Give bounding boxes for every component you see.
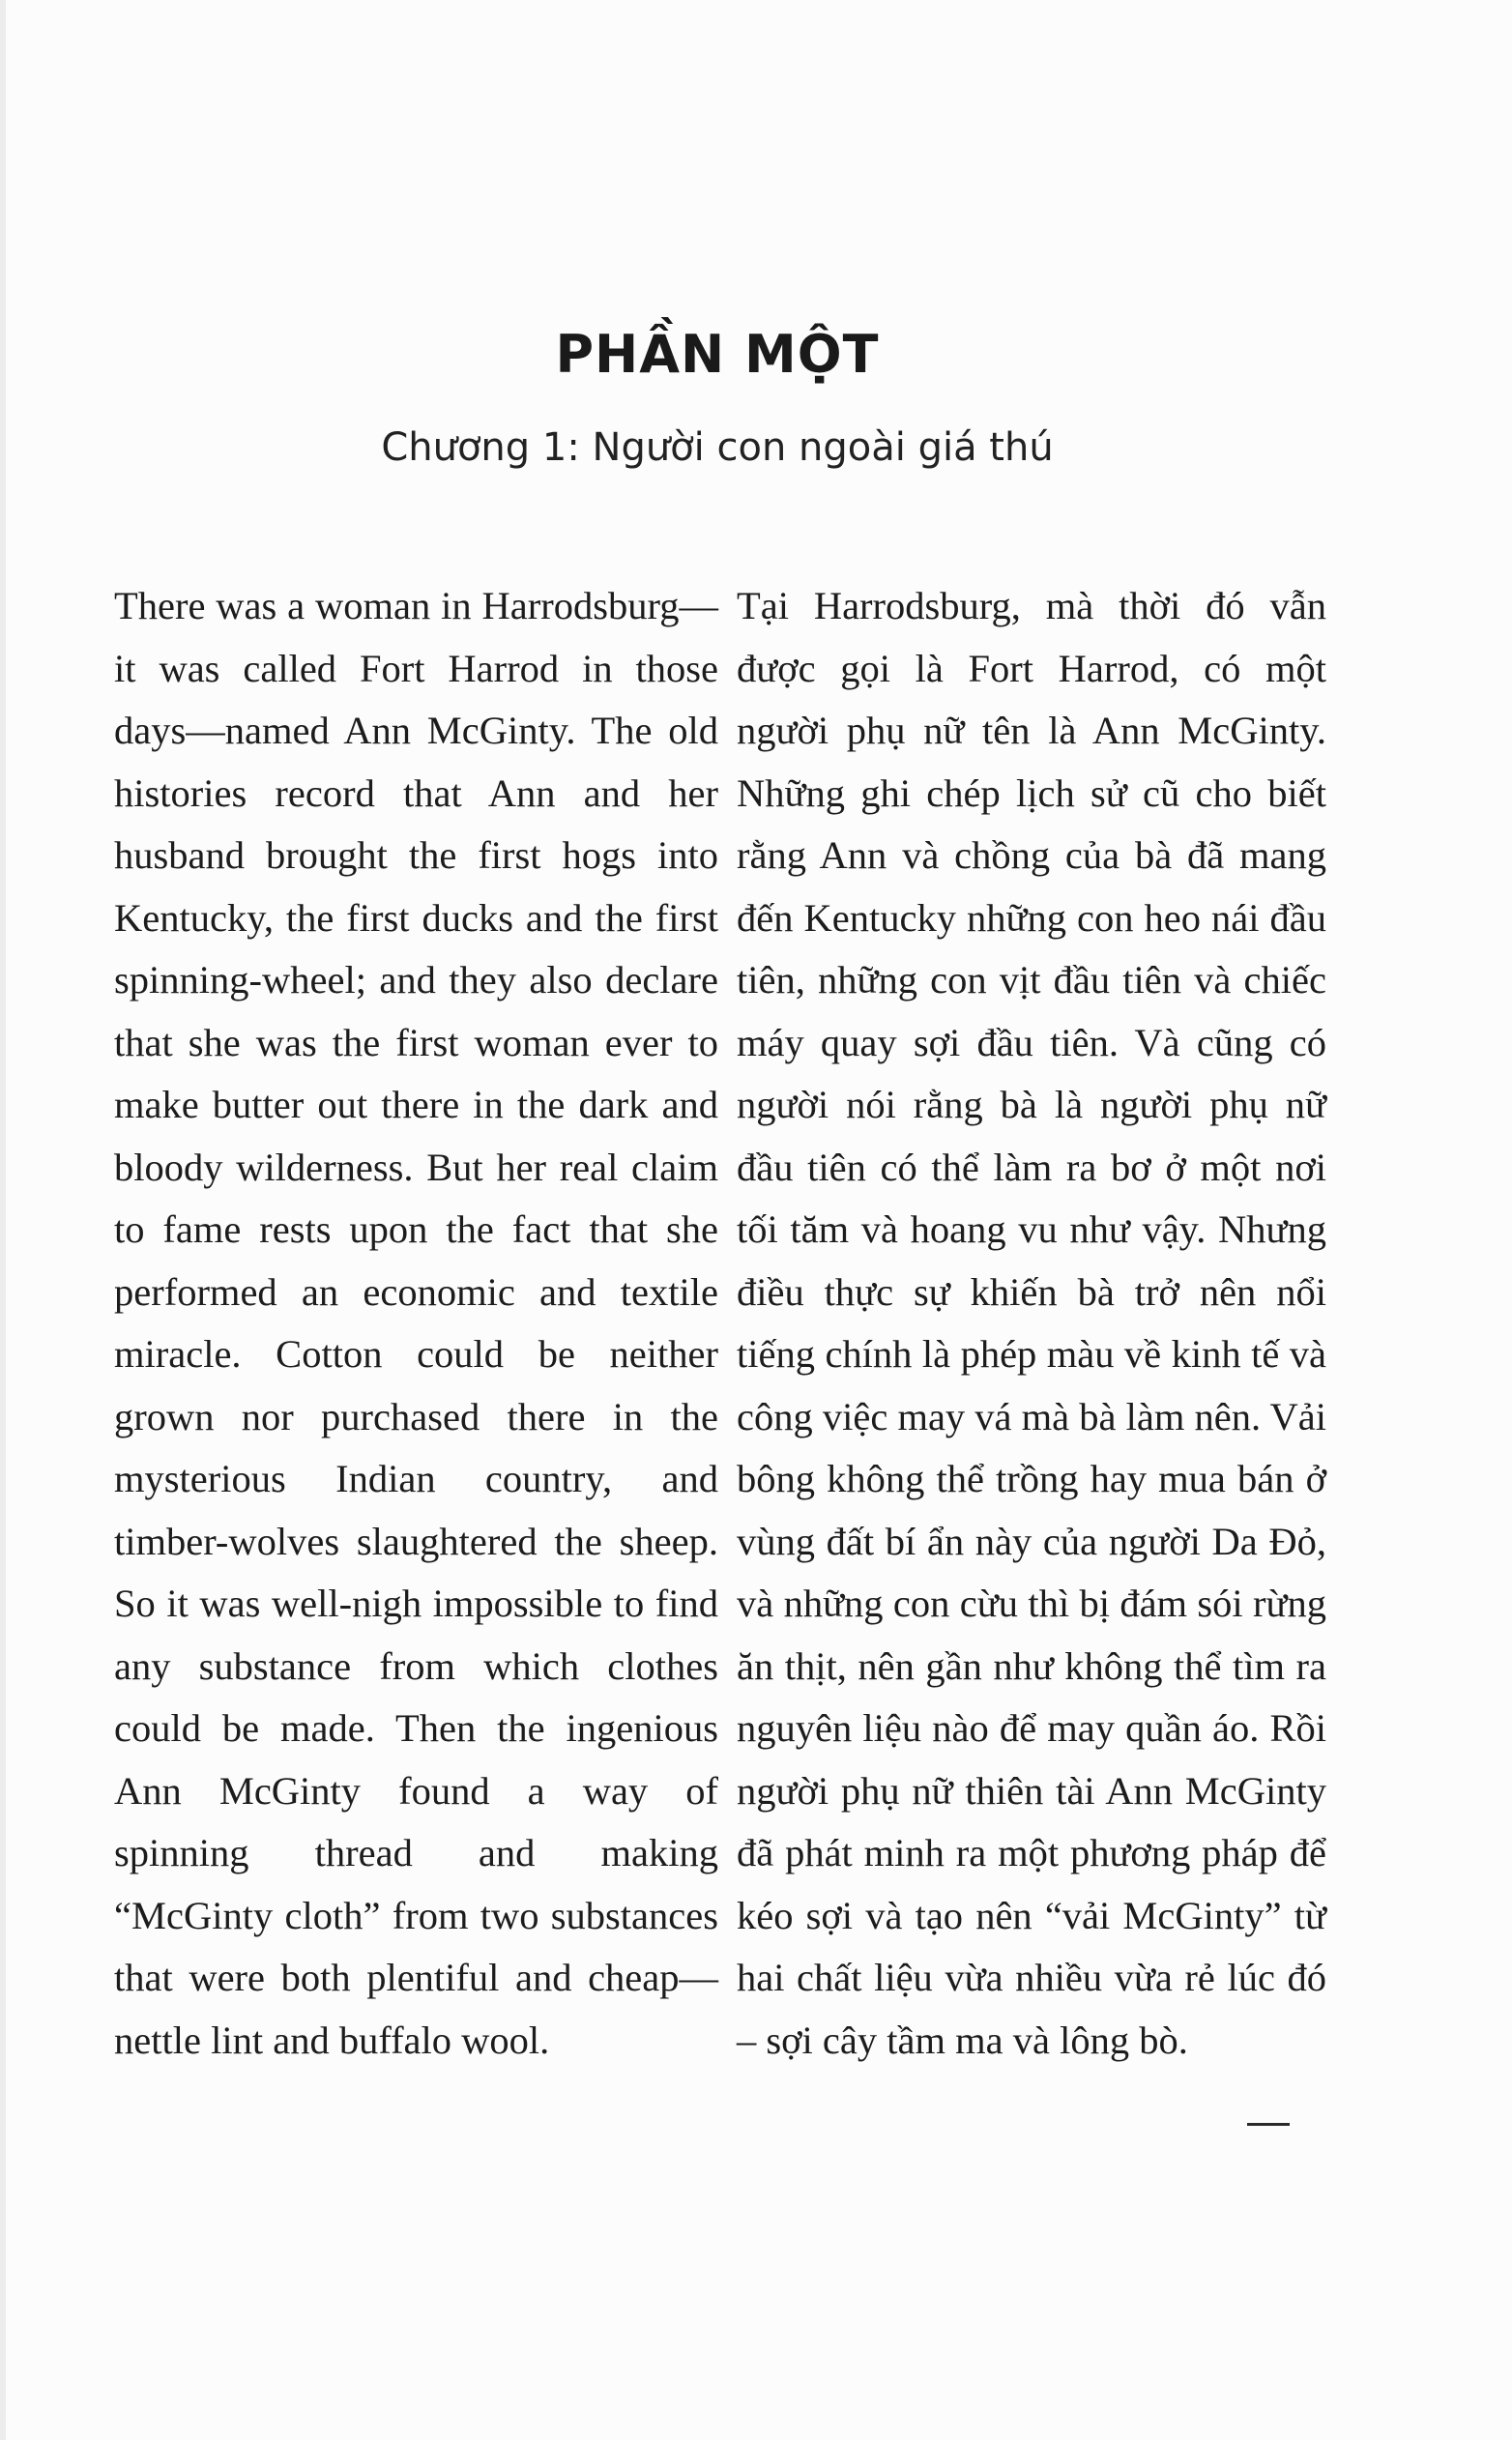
english-paragraph: There was a woman in Harrodsburg—it was called Fort Harrod in those days—named Ann McGinty. The old histories record that Ann and her husband brought the first hogs into Kentucky, the first ducks and the first spinning-wheel; and they also declare that she was the first woman ever to make butter out there in the dark and bloody wilderness. But her real claim to fame rests upon the fact that she performed an economic and textile miracle. Cotton could be neither grown nor purchased there in the mysterious Indian country, and timber-wolves slaughtered the sheep. So it was well-nigh impossible to find any substance from which clothes could be made. Then the ingenious Ann McGinty found a way of spinning thread and making “McGinty cloth” from two substances that were both plentiful and cheap—nettle lint and buffalo wool. [114, 584, 718, 2062]
chapter-title: Chương 1: Người con ngoài giá thú [381, 425, 1054, 470]
vietnamese-paragraph: Tại Harrodsburg, mà thời đó vẫn được gọi là Fort Harrod, có một người phụ nữ tên là Ann McGinty. Những ghi chép lịch sử cũ cho biết rằng Ann và chồng của bà đã mang đến Kentucky những con heo nái đầu tiên, những con vịt đầu tiên và chiếc máy quay sợi đầu tiên. Và cũng có người nói rằng bà là người phụ nữ đầu tiên có thể làm ra bơ ở một nơi tối tăm và hoang vu như vậy. Nhưng điều thực sự khiến bà trở nên nổi tiếng chính là phép màu về kinh tế và công việc may vá mà bà làm nên. Vải bông không thể trồng hay mua bán ở vùng đất bí ẩn này của người Da Đỏ, và những con cừu thì bị đám sói rừng ăn thịt, nên gần như không thể tìm ra nguyên liệu nào để may quần áo. Rồi người phụ nữ thiên tài Ann McGinty đã phát minh ra một phương pháp để kéo sợi và tạo nên “vải McGinty” từ hai chất liệu vừa nhiều vừa rẻ lúc đó – sợi cây tầm ma và lông bò. [737, 584, 1326, 2062]
vietnamese-column [737, 575, 1326, 2072]
part-title: PHẦN MỘT [555, 324, 880, 385]
end-of-text-dash [1247, 2123, 1290, 2126]
english-column [114, 575, 718, 2072]
